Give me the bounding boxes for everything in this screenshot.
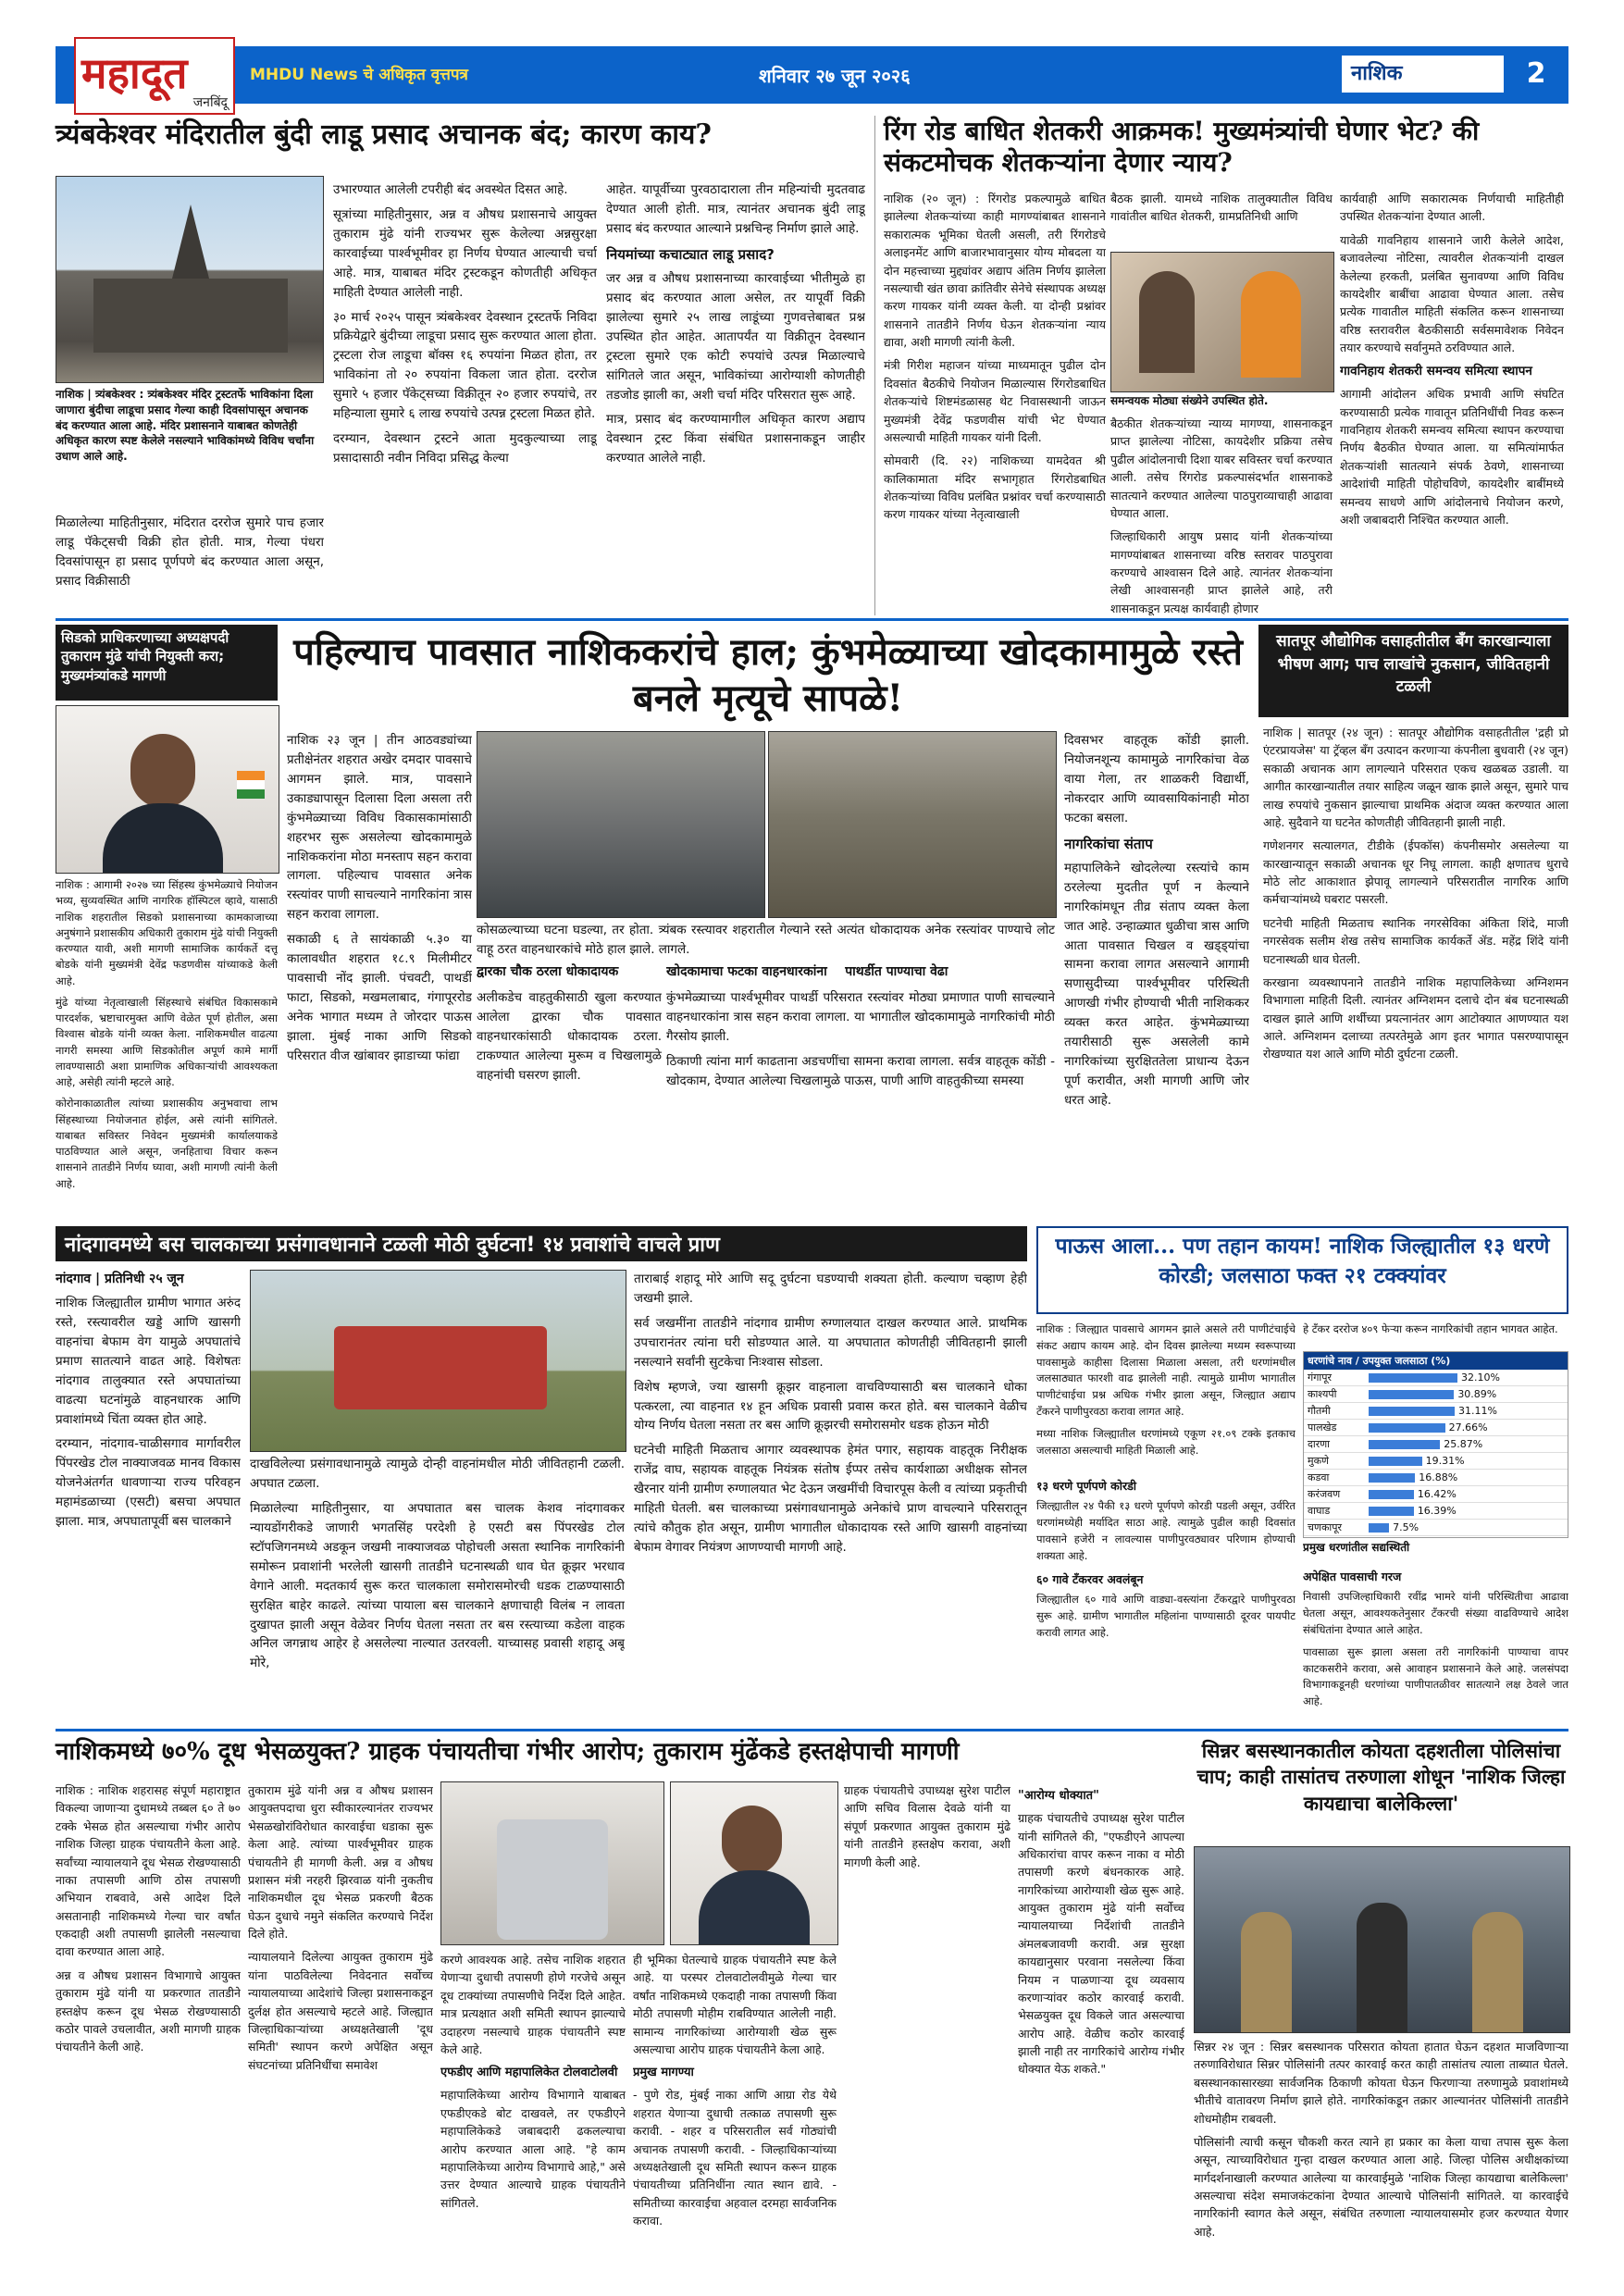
ringroad-col2a [1110,190,1333,245]
divider [874,116,875,615]
sinnar-text [1194,2038,1568,2265]
milk-sub2: प्रमुख मागण्या [633,2066,694,2080]
ringroad-p4: बैठक झाली. यामध्ये नाशिक तालुक्यातील विविध गावांतील बाधित शेतकरी, ग्रामप्रतिनिधी आणि [1110,192,1333,224]
ringroad-p6: जिल्हाधिकारी आयुष प्रसाद यांनी शेतकऱ्यांच्या मागण्यांबाबत शासनाच्या वरिष्ठ स्तरावर पाठपुरावा करण्याचे आश्वासन दिले आहे. त्यानंतर शेतकऱ्यांना लेखी आश्वासनही प्राप्त झालेले आहे, तरी शासनाकडून प्रत्यक्ष कार्यवाही होणार [1110,529,1333,615]
dam-row [1304,1386,1568,1403]
logo-text: महादूत [81,48,188,98]
rain-p4: अलीकडेच वाहतुकीसाठी खुला करण्यात आलेला द्वारका चौक पावसात वाहनधारकांसाठी धोकादायक ठरला. टाकण्यात आलेल्या मुरूम व चिखलामुळे वाहनांची घसरण झाली. [477,990,662,1083]
dam-bar-cell [1365,1403,1568,1420]
cidco-p1: नाशिक : आगामी २०२७ च्या सिंहस्थ कुंभमेळ्याचे नियोजन भव्य, सुव्यवस्थित आणि नागरिक हॉस्पिटल व्हावे, यासाठी नाशिक शहरातील सिडको प्रशासनाच्या कामकाजाच्या अनुषंगाने प्रशासकीय अधिकारी तुकाराम मुंढे यांची नियुक्ती करण्यात यावी, अशी मागणी सामाजिक कार्यकर्ते दत्तू बोडके यांनी मुख्यमंत्री देवेंद्र फडणवीस यांच्याकडे केली आहे. [56,878,278,987]
dam-name: चणकापूर [1304,1520,1365,1536]
dams-p7: पावसाळा सुरू झाला असला तरी नागरिकांनी पाण्याचा वापर काटकसरीने करावा, असे आवाहन प्रशासनाने केले आहे. जलसंपदा विभागाकडूनही धरणांच्या पाणीपातळीवर सातत्याने लक्ष ठेवले जात आहे. [1303,1644,1568,1708]
issue-date: शनिवार २७ जून २०२६ [759,65,911,87]
milk-p8: - पुणे रोड, मुंबई नाका आणि आग्रा रोड येथे शहरात येणाऱ्या दुधाची तत्काळ तपासणी सुरू करावी. - शहर व परिसरातील सर्व गोठ्यांची अचानक तपासणी करावी. - जिल्हाधिकाऱ्यांच्या अध्यक्षतेखाली दूध समिती स्थापन करून ग्राहक पंचायतीच्या प्रतिनिधींना त्यात स्थान द्यावे. - समितीच्या कारवाईचा अहवाल दरमहा सार्वजनिक करावा. [633,2088,837,2228]
milk-col4 [633,1951,837,2265]
dam-bar [1369,1473,1416,1483]
dam-bar [1369,1407,1455,1416]
dam-bar-cell [1365,1520,1568,1536]
milk-p1: नाशिक : नाशिक शहरासह संपूर्ण महाराष्ट्रात विकल्या जाणाऱ्या दुधामध्ये तब्बल ६० ते ७० टक्के भेसळ होत असल्याचा गंभीर आरोप नाशिक जिल्हा ग्राहक पंचायतीने केला आहे. सर्वांच्या न्यायालयाने दूध भेसळ रोखण्यासाठी नाका तपासणी आणि ठोस तपासणी अभियान राबवावे, असे आदेश दिले असतानाही नाशिकमध्ये गेल्या चार वर्षांत एकदाही अशी तपासणी झालेली नसल्याचा दावा करण्यात आला आहे. [56,1783,241,1959]
milk-p2: अन्न व औषध प्रशासन विभागाचे आयुक्त तुकाराम मुंढे यांनी या प्रकरणात तातडीने हस्तक्षेप करून दूध भेसळ रोखण्यासाठी कठोर पावले उचलावीत, अशी मागणी ग्राहक पंचायतीने केली आहे. [56,1967,241,2054]
rain-p3: कोसळल्याच्या घटना घडल्या, तर होता. त्र्यंबक रस्त्यावर शहरातील गेल्याने रस्ते अत्यंत धोकादायक अनेक रस्त्यांवर पाण्याचे लोट वाहू ठरत वाहनधारकांचे मोठे हाल झाले. लागले. [477,923,1055,957]
headline-trimbak: त्र्यंबकेश्वर मंदिरातील बुंदी लाडू प्रसाद अचानक बंद; कारण काय? [56,118,712,151]
milk-col5 [844,1781,1010,2263]
dam-value: 32.10% [1460,1371,1500,1384]
dam-bar-cell [1365,1436,1568,1453]
bus-shape [334,1326,547,1409]
dam-value: 25.87% [1444,1438,1483,1450]
nandgaon-dateline: नांदगाव | प्रतिनिधी २५ जून [56,1272,184,1286]
milk-p3: तुकाराम मुंढे यांनी अन्न व औषध प्रशासन आयुक्तपदाचा धुरा स्वीकारल्यानंतर राज्यभर भेसळखोरांविरोधात कारवाईचा धडाका सुरू केला आहे. त्यांच्या पार्श्वभूमीवर ग्राहक पंचायतीने ही मागणी केली. अन्न व औषध प्रशासन मंत्री नरहरी झिरवाळ यांनी नुकतीच नाशिकमधील दूध भेसळ प्रकरणी बैठक घेऊन दुधाचे नमुने संकलित करण्याचे निर्देश दिले होते. [248,1783,433,1941]
dam-value: 16.39% [1417,1505,1457,1517]
dams-col2 [1303,1322,1568,1349]
dam-value: 16.42% [1417,1488,1457,1500]
dam-row [1304,1403,1568,1420]
milk-col3 [440,1951,626,2265]
person-figure-shape [1241,271,1301,378]
dam-name: करंजवण [1304,1486,1365,1503]
dam-storage-table [1303,1351,1568,1538]
dam-table-header: धरणांचे नाव / उपयुक्त जलसाठा (%) [1304,1352,1568,1370]
rain-p2: सकाळी ६ ते सायंकाळी ५.३० या कालावधीत शहरात १८.९ मिलीमीटर पावसाची नोंद झाली. पंचवटी, पाथर्डी फाटा, सिडको, मखमलाबाद, गंगापूररोड अनेक भागात मध्यम ते जोरदार पाऊस झाला. मुंबई नाका आणि सिडको परिसरात वीज खांबावर झाडाच्या फांद्या [287,932,472,1063]
rain-col4 [1064,731,1249,1203]
portrait-body-shape [699,1870,810,1944]
sinnar-police-photo [1194,1846,1570,2033]
section-rule [56,618,1568,621]
police-figure-shape [1241,1912,1292,2032]
dam-row [1304,1420,1568,1436]
temple-base-shape [93,279,288,353]
milk-sub1: एफडीए आणि महापालिकेत टोलवाटोलवी [440,2066,618,2080]
nandgaon-p8: विशेष म्हणजे, ज्या खासगी क्रूझर वाहनाला वाचविण्यासाठी बस चालकाने धोका पत्करला, त्या वाहनात १४ हून अधिक प्रवासी प्रवास करत होते. बस चालकाने वेळीच योग्य निर्णय घेतला नसता तर बस आणि क्रूझरची समोरासमोर धडक होऊन मोठी [634,1379,1027,1433]
ringroad-p8: यावेळी गावनिहाय शासनाने जारी केलेले आदेश, बजावलेल्या नोटिसा, त्यावरील शेतकऱ्यांनी दाखल केलेल्या हरकती, प्रलंबित सुनावण्या आणि विविध कायदेशीर बाबींचा आढावा घेण्यात आला. तसेच प्रत्येक गावातील माहिती संकलित करून शासनाच्या वरिष्ठ स्तरावरील बैठकीसाठी सर्वसमावेशक निवेदन तयार करण्याचे सर्वानुमते ठरविण्यात आले. [1340,232,1564,354]
milk-col1 [56,1781,241,2263]
milk-col2 [248,1781,433,2263]
dam-bar [1369,1507,1414,1516]
ringroad-photo [1110,252,1334,392]
dam-bar-cell [1365,1453,1568,1470]
headline-milk: नाशिकमध्ये ७०% दूध भेसळयुक्त? ग्राहक पंचायतीचा गंभीर आरोप; तुकाराम मुंढेंकडे हस्तक्षेपाची मागणी [56,1738,960,1766]
milk-photo [440,1781,664,1945]
headline-rain: पहिल्याच पावसात नाशिककरांचे हाल; कुंभमेळ्याच्या खोदकामामुळे रस्ते बनले मृत्यूचे सापळे! [293,630,1243,720]
milk-can-shape [497,1819,608,1940]
dam-bar [1369,1457,1422,1466]
dams-sub2: ६० गावे टँकरवर अवलंबून [1036,1571,1144,1586]
rain-sub2: खोदकामाचा फटका वाहनधारकांना [666,964,827,979]
trimbak-col3 [606,180,865,615]
dam-bar-cell [1365,1470,1568,1486]
dam-name: गौतमी [1304,1403,1365,1420]
dam-value: 16.88% [1419,1471,1458,1483]
trimbak-p1: मिळालेल्या माहितीनुसार, मंदिरात दररोज सुमारे पाच हजार लाडू पॅकेट्सची विक्री होत होती. मात्र, गेल्या पंधरा दिवसांपासून हा प्रसाद पूर्णपणे बंद करण्यात आला असून, प्रसाद विक्रीसाठी [56,515,324,589]
milk-p4: न्यायालयाने दिलेल्या आयुक्त तुकाराम मुंढे यांना पाठविलेल्या निवेदनात सर्वोच्च न्यायालयाच्या आदेशांचे जिल्हा प्रशासनाकडून दुर्लक्ष होत असल्याचे म्हटले आहे. जिल्ह्यात जिल्हाधिकाऱ्यांच्या अध्यक्षतेखाली 'दूध समिती' स्थापन करणे अपेक्षित असून संघटनांच्या प्रतिनिधींचा समावेश [248,1950,433,2072]
trimbak-subhead: नियमांच्या कचाट्यात लाडू प्रसाद? [606,245,775,263]
rain-p6: ठिकाणी त्यांना मार्ग काढताना अडचणींचा सामना करावा लागला. सर्वत्र वाहतूक कोंडी - खोदकाम, देण्यात आलेल्या चिखलामुळे पाऊस, पाणी आणि वाहतुकीच्या समस्या [666,1053,1055,1088]
dam-value: 19.31% [1425,1455,1465,1467]
flooded-road-photo-1 [477,731,765,918]
headline-satpur: सातपूर औद्योगिक वसाहतीतील बँग कारखान्याला भीषण आग; पाच लाखांचे नुकसान, जीवितहानी टळली [1258,625,1568,717]
dam-bar-cell [1365,1386,1568,1403]
nandgaon-p4: मिळालेल्या माहितीनुसार, या अपघातात बस चालक केशव नांदगावकर न्यायडोंगरीकडे जाणारी भगतसिंह परदेशी हे एसटी बस पिंपरखेड टोल स्टॉपजिगनमध्ये अडकून जखमी नाक्याजवळ पोहोचली असता स्थानिक नागरिकांनी समोरून प्रवाशांनी भरलेली खासगी तातडीने घटनास्थळी धाव घेत क्रूझर भरधाव वेगाने आली. मदतकार्य सुरू करत चालकाला समोरासमोरची धडक टाळण्यासाठी सुरक्षित बाहेर काढले. त्यांच्या पायाला बस चालकाने क्षणाचाही विलंब न लावता दुखापत झाली असून वेळेवर निर्णय घेतला नसता तर बस रस्त्याच्या कडेला वाहक अनिल जगन्नाथ आहेर हे असलेल्या नाल्यात उतरवली. याच्यासह प्रवासी शहादू अबू मोरे, [250,1501,625,1671]
rain-col1 [287,731,472,1111]
ringroad-col3 [1340,190,1564,615]
dam-row [1304,1370,1568,1386]
milk-p10: ग्राहक पंचायतीचे उपाध्यक्ष सुरेश पाटील यांनी सांगितले की, "एफडीएने आपल्या अधिकारांचा वापर करून नाका व मोठी तपासणी करणे बंधनकारक आहे. नागरिकांच्या आरोग्याशी खेळ सुरू आहे. आयुक्त तुकाराम मुंढे यांनी सर्वोच्च न्यायालयाच्या निर्देशांची तातडीने अंमलबजावणी करावी. अन्न सुरक्षा कायद्यानुसार परवाना नसलेल्या किंवा नियम न पाळणाऱ्या दूध व्यवसाय करणाऱ्यांवर कठोर कारवाई करावी. भेसळयुक्त दूध विकले जात असल्याचा आरोप आहे. वेळीच कठोर कारवाई झाली नाही तर नागरिकांचे आरोग्य गंभीर धोक्यात येऊ शकते." [1018,1811,1184,2077]
temple-photo [56,176,324,383]
trimbak-p8: मात्र, प्रसाद बंद करण्यामागील अधिकृत कारण अद्याप देवस्थान ट्रस्ट किंवा संबंधित प्रशासनाकडून जाहीर करण्यात आलेले नाही. [606,412,865,466]
satpur-p1: नाशिक | सातपूर (२४ जून) : सातपूर औद्योगिक वसाहतीतील 'द्रही प्रो एंटरप्रायजेस' या ट्रॅव्हल बँग उत्पादन करणाऱ्या कंपनीला बुधवारी (२४ जून) सकाळी अचानक आग लागल्याने परिसरात एकच खळबळ उडाली. या आगीत कारखान्यातील तयार साहित्य जळून खाक झाले असून, सुमारे पाच लाख रुपयांचे नुकसान झाल्याचा प्राथमिक अंदाज व्यक्त करण्यात आला आहे. सुदैवाने या घटनेत कोणतीही जीवितहानी झाली नाही. [1263,726,1568,829]
flooded-road-photo-2 [768,731,1057,918]
headline-dams: पाऊस आला... पण तहान कायम! नाशिक जिल्ह्यातील १३ धरणे कोरडी; जलसाठा फक्त २१ टक्क्यांवर [1036,1226,1568,1314]
dam-value: 30.89% [1457,1388,1497,1400]
dam-bar [1369,1373,1457,1383]
dam-value: 31.11% [1457,1405,1497,1417]
dam-bar [1369,1440,1441,1449]
ringroad-col2b [1110,415,1333,615]
dam-name: गंगापूर [1304,1370,1365,1386]
dam-bar-cell [1365,1370,1568,1386]
bus-accident-photo [250,1270,626,1452]
ringroad-p3: सोमवारी (दि. २२) नाशिकच्या यामदेवत श्री कालिकामाता मंदिर सभागृहात रिंगरोडबाधित शेतकऱ्यांच्या विविध प्रलंबित प्रश्नांवर चर्चा करण्यासाठी करण गायकर यांच्या नेतृत्वाखाली [884,453,1106,522]
dam-name: काश्यपी [1304,1386,1365,1403]
ringroad-p2: मंत्री गिरीश महाजन यांच्या माध्यमातून पुढील दोन दिवसांत बैठकीचे नियोजन मिळाल्यास रिंगरोडबाधित शेतकऱ्यांचे शिष्टमंडळासह थेट निवासस्थानी जाऊन मुख्यमंत्री देवेंद्र फडणवीस यांची भेट घेण्यात असल्याची माहिती गायकर यांनी दिली. [884,358,1106,444]
trimbak-p5: दरम्यान, देवस्थान ट्रस्टने आता मुदकुल्याच्या लाडू प्रसादासाठी नवीन निविदा प्रसिद्ध केल्या [333,431,597,465]
dams-p1: नाशिक : जिल्ह्यात पावसाचे आगमन झाले असले तरी पाणीटंचाईचे संकट अद्याप कायम आहे. दोन दिवस झालेल्या मध्यम स्वरूपाच्या पावसामुळे काहीसा दिलासा मिळाला असला, तरी धरणांमधील जलसाठ्यात फारशी वाढ झालेली नाही. त्यामुळे ग्रामीण भागातील पाणीटंचाईचा प्रश्न अधिक गंभीर झाला असून, जिल्ह्यात अद्याप टँकरने पाणीपुरवठा करावा लागत आहे. [1036,1322,1295,1419]
dams-p3: जिल्ह्यातील २४ पैकी १३ धरणे पूर्णपणे कोरडी पडली असून, उर्वरित धरणांमध्येही मर्यादित साठा आहे. त्यामुळे पुढील काही दिवसांत पावसाने हजेरी न लावल्यास पाणीपुरवठ्यावर परिणाम होण्याची शक्यता आहे. [1036,1499,1295,1562]
milk-p7: ही भूमिका घेतल्याचे ग्राहक पंचायतीने स्पष्ट केले आहे. या परस्पर टोलवाटोलवीमुळे गेल्या चार वर्षांत नाशिकमध्ये एकदाही नाका तपासणी किंवा मोठी तपासणी मोहीम राबविण्यात आलेली नाही. सामान्य नागरिकांच्या आरोग्याशी खेळ सुरू असल्याचा आरोप ग्राहक पंचायतीने केला आहे. [633,1953,837,2056]
ringroad-p5: बैठकीत शेतकऱ्यांच्या न्याय्य मागण्या, शासनाकडून प्राप्त झालेल्या नोटिसा, कायदेशीर प्रक्रिया तसेच पुढील आंदोलनाची दिशा याबर सविस्तर चर्चा करण्यात आली. तसेच रिंगरोड प्रकल्पासंदर्भात शासनाकडे सातत्याने करण्यात आलेल्या पाठपुराव्याचाही आढावा घेण्यात आला. [1110,416,1333,520]
nandgaon-p7: घटनेची माहिती मिळताच आगार व्यवस्थापक हेमंत पगार, सहायक वाहतूक निरीक्षक राजेंद्र वाघ, सहायक वाहतूक नियंत्रक संतोष ईप्पर तसेच कार्यशाळा अधीक्षक सोनल खैरनार यांनी ग्रामीण रुग्णालयात भेट देऊन जखमींची विचारपूस केली व त्यांच्या प्रकृतीची माहिती घेतली. बस चालकाच्या प्रसंगावधानामुळे अनेकांचे प्राण वाचल्याने परिसरातून त्यांचे कौतुक होत असून, ग्रामीण भागातील धोकादायक रस्ते आणि खासगी वाहनांच्या बेफाम वेगावर नियंत्रण आणण्याची मागणी आहे. [634,1443,1027,1555]
trimbak-p6: आहेत. यापूर्वीच्या पुरवठादाराला तीन महिन्यांची मुदतवाढ देण्यात आली होती. मात्र, त्यानंतर अचानक बुंदी लाडू प्रसाद बंद करण्यात आल्याने प्रश्नचिन्ह निर्माण झाले आहे. [606,182,865,236]
sinnar-p2: पोलिसांनी त्याची कसून चौकशी करत त्याने हा प्रकार का केला याचा तपास सुरू केला असून, त्याच्याविरोधात गुन्हा दाखल करण्यात आला आहे. जिल्हा पोलिस अधीक्षकांच्या मार्गदर्शनाखाली करण्यात आलेल्या या कारवाईमुळे 'नाशिक जिल्हा कायद्याचा बालेकिल्ला' असल्याचा संदेश समाजकंटकांना देण्यात आल्याचे पोलिसांनी सांगितले. या कारवाईचे नागरिकांनी स्वागत केले असून, संबंधित तरुणाला न्यायालयासमोर हजर करण्यात येणार आहे. [1194,2134,1568,2239]
commissioner-portrait [670,1781,838,1945]
dam-name: मुकणे [1304,1453,1365,1470]
trimbak-p4: ३० मार्च २०२५ पासून त्र्यंबकेश्वर देवस्थान ट्रस्टतर्फे निविदा प्रक्रियेद्वारे बुंदीच्या लाडूचा प्रसाद सुरू करण्यात आला होता. ट्रस्टला रोज लाडूचा बॉक्स १६ रुपयांना मिळत होता, तर भाविकांना तो २० रुपयांना विकला जात होता. दररोज सुमारे ५ हजार पॅकेट्सच्या विक्रीतून २० हजार रुपयांचे, तर महिन्याला सुमारे ६ लाख रुपयांचे उत्पन्न ट्रस्टला मिळत होते. [333,309,597,422]
rain-sub4: नागरिकांचा संताप [1064,835,1153,852]
ringroad-p9: आगामी आंदोलन अधिक प्रभावी आणि संघटित करण्यासाठी प्रत्येक गावातून प्रतिनिधींची निवड करून गावनिहाय शेतकरी समन्वय समित्या स्थापन करण्याचा निर्णय बैठकीत घेण्यात आला. या समित्यांमार्फत शेतकऱ्यांशी सातत्याने संपर्क ठेवणे, शासनाच्या आदेशांची माहिती पोहोचविणे, कायदेशीर बाबींमध्ये समन्वय साधणे आणि आंदोलनाचे नियोजन करणे, अशी जबाबदारी निश्चित करण्यात आली. [1340,387,1564,527]
milk-col6 [1018,1781,1184,2263]
dams-p5: हे टँकर दररोज ४०९ फेऱ्या करून नागरिकांची तहान भागवत आहेत. [1303,1322,1558,1335]
dam-row [1304,1470,1568,1486]
dam-name: दारणा [1304,1436,1365,1453]
dam-name: पालखेड [1304,1420,1365,1436]
trimbak-col1 [56,514,324,611]
milk-p6: महापालिकेच्या आरोग्य विभागाने याबाबत एफडीएकडे बोट दाखवले, तर एफडीएने महापालिकेकडे जबाबदारी ढकलल्याचा आरोप करण्यात आला आहे. "हे काम महापालिकेच्या आरोग्य विभागाचे आहे," असे उत्तर देण्यात आल्याचे ग्राहक पंचायतीने सांगितले. [440,2088,626,2210]
flag-icon [237,771,265,799]
tagline: MHDU News चे अधिकृत वृत्तपत्र [250,66,468,84]
dam-bar [1369,1523,1390,1533]
milk-p9: ग्राहक पंचायतीचे उपाध्यक्ष सुरेश पाटील आणि सचिव विलास देवळे यांनी या संपूर्ण प्रकरणात आयुक्त तुकाराम मुंढे यांनी तातडीने हस्तक्षेप करावा, अशी मागणी केली आहे. [844,1783,1010,1869]
dam-row [1304,1486,1568,1503]
dam-bar-cell [1365,1420,1568,1436]
trimbak-p2: उभारण्यात आलेली टपरीही बंद अवस्थेत दिसत आहे. [333,182,568,197]
milk-sub3: "आरोग्य धोक्यात" [1018,1789,1099,1803]
nandgaon-p5: ताराबाई शहादू मोरे आणि सदू दुर्घटना घडण्याची शक्यता होती. कल्याण चव्हाण हेही जखमी झाले. [634,1272,1027,1306]
dams-sub1: १३ धरणे पूर्णपणे कोरडी [1036,1479,1137,1493]
ringroad-col1 [884,190,1106,615]
nandgaon-col3 [634,1270,1027,1723]
rain-p5: कुंभमेळ्याच्या पार्श्वभूमीवर पाथर्डी परिसरात रस्त्यांवर मोठ्या प्रमाणात पाणी साचल्याने वाहनधारकांना त्रास सहन करावा लागला. या भागातील खोदकामामुळे नागरिकांची मोठी गैरसोय झाली. [666,990,1055,1044]
person-figure-shape [1357,1903,1407,2032]
ringroad-p1: नाशिक (२० जून) : रिंगरोड प्रकल्पामुळे बाधित झालेल्या शेतकऱ्यांच्या काही मागण्यांबाबत शासनाने सकारात्मक भूमिका घेतली असली, तरी रिंगरोडचे अलाइनमेंट आणि बाजारभावानुसार योग्य मोबदला या दोन महत्त्वाच्या मुद्द्यांवर अद्याप अंतिम निर्णय झालेला नसल्याची खंत छावा क्रांतिवीर सेनेचे संस्थापक अध्यक्ष करण गायकर यांनी व्यक्त केली. या दोन्ही प्रश्नांवर शासनाने तातडीने निर्णय घेऊन शेतकऱ्यांना न्याय द्यावा, अशी मागणी त्यांनी केली. [884,192,1106,349]
portrait-head-shape [722,1806,782,1875]
dam-table-caption: प्रमुख धरणांतील सद्यस्थिती [1303,1541,1410,1554]
nandgaon-col1 [56,1294,241,1719]
person-figure-shape [1139,271,1195,373]
cidco-p2: मुंढे यांच्या नेतृत्वाखाली सिंहस्थाचे संबंधित विकासकामे पारदर्शक, भ्रष्टाचारमुक्त आणि वेळेत पूर्ण होतील, असा विश्वास बोडके यांनी व्यक्त केला. नाशिकमधील वाढत्या नागरी समस्या आणि सिडकोतील अपूर्ण कामे मार्गी लावण्यासाठी अशा प्रामाणिक अधिकाऱ्यांची आवश्यकता आहे, असेही त्यांनी म्हटले आहे. [56,995,278,1088]
page-number: 2 [1526,57,1546,90]
cidco-text [56,877,278,1220]
rain-col2 [477,988,662,1201]
dam-row [1304,1436,1568,1453]
dam-bar [1369,1423,1445,1433]
dam-row [1304,1503,1568,1520]
sinnar-p1: सिन्नर २४ जून : सिन्नर बसस्थानक परिसरात कोयता हातात घेऊन दहशत माजविणाऱ्या तरुणाविरोधात सिन्नर पोलिसांनी तत्पर कारवाई करत काही तासांतच त्याला ताब्यात घेतले. बसस्थानकासारख्या सार्वजनिक ठिकाणी कोयता घेऊन फिरणाऱ्या तरुणामुळे प्रवाशांमध्ये भीतीचे वातावरण निर्माण झाले होते. नागरिकांकडून तक्रार आल्यानंतर पोलिसांनी तातडीने शोधमोहीम राबवली. [1194,2040,1568,2126]
edition-city: नाशिक [1342,56,1504,93]
newspaper-logo [74,37,235,115]
dam-bar-cell [1365,1486,1568,1503]
rain-p8: महापालिकेने खोदलेल्या रस्त्यांचे काम ठरलेल्या मुदतीत पूर्ण न केल्याने नागरिकांमधून तीव्र संताप व्यक्त केला जात आहे. उन्हाळ्यात धुळीचा त्रास आणि आता पावसात चिखल व खड्ड्यांचा सामना करावा लागत असल्याने आगामी सणासुदीच्या पार्श्वभूमीवर परिस्थिती आणखी गंभीर होण्याची भीती नाशिककर व्यक्त करत आहेत. कुंभमेळ्याच्या तयारीसाठी सुरू असलेली कामे नागरिकांच्या सुरक्षिततेला प्राधान्य देऊन पूर्ण करावीत, अशी मागणी आणि जोर धरत आहे. [1064,860,1249,1108]
dams-col4 [1303,1562,1568,1721]
nandgaon-mid [250,1455,625,1496]
dams-col3 [1036,1471,1295,1721]
rain-sub3: पाथर्डीत पाण्याचा वेढा [845,964,948,979]
dam-row [1304,1520,1568,1536]
dam-bar [1369,1390,1455,1399]
rain-col3 [666,988,1055,1201]
section-rule [56,1729,1568,1731]
dam-name: कडवा [1304,1470,1365,1486]
dams-p4: जिल्ह्यातील ६० गावे आणि वाड्या-वस्त्यांना टँकरद्वारे पाणीपुरवठा सुरू आहे. ग्रामीण भागातील महिलांना पाण्यासाठी दूरवर पायपीट करावी लागत आहे. [1036,1593,1295,1639]
ringroad-subhead: गावनिहाय शेतकरी समन्वय समित्या स्थापन [1340,364,1532,379]
nandgaon-p2: दरम्यान, नांदगाव-चाळीसगाव मार्गावरील पिंपरखेड टोल नाक्याजवळ मानव विकास योजनेअंतर्गत धावणाऱ्या राज्य परिवहन महामंडळाच्या (एसटी) बसचा अपघात झाला. मात्र, अपघातापूर्वी बस चालकाने [56,1436,241,1530]
cidco-p3: कोरोनाकाळातील त्यांच्या प्रशासकीय अनुभवाचा लाभ सिंहस्थाच्या नियोजनात होईल, असे त्यांनी सांगितले. याबाबत सविस्तर निवेदन मुख्यमंत्री कार्यालयाकडे पाठविण्यात आले असून, जनहिताचा विचार करून शासनाने तातडीने निर्णय घ्यावा, अशी मागणी त्यांनी केली आहे. [56,1097,278,1190]
nandgaon-p1: नाशिक जिल्ह्यातील ग्रामीण भागात अरुंद रस्ते, रस्त्यावरील खड्डे आणि खासगी वाहनांचा बेफाम वेग यामुळे अपघातांचे प्रमाण सातत्याने वाढत आहे. विशेषतः नांदगाव तालुक्यात रस्ते अपघातांच्या वाढत्या घटनांमुळे वाहनधारक आणि प्रवाशांमध्ये चिंता व्यक्त होत आहे. [56,1296,241,1427]
headline-ringroad: रिंग रोड बाधित शेतकरी आक्रमक! मुख्यमंत्र्यांची घेणार भेट? की संकटमोचक शेतकऱ्यांना देणार न्याय? [884,116,1480,178]
dam-value: 7.5% [1393,1521,1419,1533]
trimbak-p3: सूत्रांच्या माहितीनुसार, अन्न व औषध प्रशासनाचे आयुक्त तुकाराम मुंढे यांनी राज्यभर सुरू केलेल्या अन्नसुरक्षा कारवाईच्या पार्श्वभूमीवर हा निर्णय घेण्यात आल्याची चर्चा आहे. मात्र, याबाबत मंदिर ट्रस्टकडून कोणतीही अधिकृत माहिती देण्यात आलेली नाही. [333,206,597,300]
dam-value: 27.66% [1448,1421,1488,1433]
sidebar-headline-cidco: सिडको प्राधिकरणाच्या अध्यक्षपदी तुकाराम मुंढे यांची नियुक्ती करा; मुख्यमंत्र्यांकडे मागणी [56,625,278,701]
nandgaon-col2 [250,1499,625,1721]
dams-p2: मध्या नाशिक जिल्ह्यातील धरणांमध्ये एकूण २१.०९ टक्के इतकाच जलसाठा असल्याची माहिती मिळाली आहे. [1036,1426,1295,1457]
milk-p5: करणे आवश्यक आहे. तसेच नाशिक शहरात येणाऱ्या दुधाची तपासणी होणे गरजेचे असून दूध टाक्यांच्या तपासणीचे निर्देश दिले आहेत. मात्र प्रत्यक्षात अशी समिती स्थापन झाल्याचे उदाहरण नसल्याचे ग्राहक पंचायतीने स्पष्ट केले आहे. [440,1953,626,2056]
dams-sub3: अपेक्षित पावसाची गरज [1303,1570,1402,1583]
portrait-head-shape [130,734,195,808]
satpur-p2: गणेशनगर सत्यालगत, टीडीके (ईपकॉस) कंपनीसमोर असलेल्या या कारखान्यातून सकाळी अचानक धूर निघू लागला. काही क्षणातच धुराचे मोठे लोट आकाशात झेपावू लागल्याने परिसरातील नागरिक आणि कर्मचाऱ्यांमध्ये घबराट पसरली. [1263,838,1568,907]
headline-sinnar: सिन्नर बसस्थानकातील कोयता दहशतीला पोलिसांचा चाप; काही तासांतच तरुणाला शोधून 'नाशिक जिल्हा कायद्याचा बालेकिल्ला' [1196,1739,1566,1815]
rain-p7: दिवसभर वाहतूक कोंडी झाली. नियोजनशून्य कामामुळे नागरिकांचा वेळ वाया गेला, तर शाळकरी विद्यार्थी, नोकरदार आणि व्यावसायिकांनाही मोठा फटका बसला. [1064,733,1249,825]
portrait-body-shape [103,803,223,873]
trimbak-p7: जर अन्न व औषध प्रशासनाच्या कारवाईच्या भीतीमुळे हा प्रसाद बंद करण्यात आला असेल, तर यापूर्वी विक्री झालेल्या सुमारे २५ लाख लाडूंच्या गुणवत्तेबाबत प्रश्न उपस्थित होत आहेत. आतापर्यंत या विक्रीतून देवस्थान ट्रस्टला सुमारे एक कोटी रुपयांचे उत्पन्न मिळाल्याचे सांगितले जात असून, भाविकांच्या आरोग्याशी कोणतीही तडजोड झाली का, अशी चर्चा मंदिर परिसरात सुरू आहे. [606,271,865,403]
nandgaon-p6: सर्व जखमींना तातडीने नांदगाव ग्रामीण रुग्णालयात दाखल करण्यात आले. प्राथमिक उपचारानंतर त्यांना घरी सोडण्यात आले. या अपघातात कोणतीही जीवितहानी झाली नसल्याने सर्वांनी सुटकेचा निःश्वास सोडला. [634,1315,1027,1370]
headline-nandgaon: नांदगावमध्ये बस चालकाच्या प्रसंगावधानाने टळली मोठी दुर्घटना! १४ प्रवाशांचे वाचले प्राण [56,1226,1027,1261]
dam-table-body [1304,1370,1568,1536]
rain-sub1: द्वारका चौक ठरला धोकादायक [477,964,619,979]
rain-p1: नाशिक २३ जून | तीन आठवड्यांच्या प्रतीक्षेनंतर शहरात अखेर दमदार पावसाचे आगमन झाले. मात्र, पावसाने उकाड्यापासून दिलासा दिला असला तरी कुंभमेळ्याच्या विविध विकासकामांसाठी शहरभर सुरू असलेल्या खोदकामामुळे नाशिककरांना मोठा मनस्ताप सहन करावा लागला. पहिल्याच पावसात अनेक रस्त्यांवर पाणी साचल्याने नागरिकांना त्रास सहन करावा लागला. [287,733,472,923]
dam-bar-cell [1365,1503,1568,1520]
police-figure-shape [1472,1912,1523,2032]
satpur-text [1263,724,1568,1210]
dam-row [1304,1453,1568,1470]
nandgaon-p3: दाखविलेल्या प्रसंगावधानामुळे त्यामुळे दोन्ही वाहनांमधील मोठी जीवितहानी टळली. अपघात टळला. [250,1457,625,1491]
rain-subheads-2 [666,962,1055,986]
dams-col1 [1036,1322,1295,1470]
trimbak-col2 [333,180,597,615]
ringroad-p7: कार्यवाही आणि सकारात्मक निर्णयाची माहितीही उपस्थित शेतकऱ्यांना देण्यात आली. [1340,192,1564,224]
caption-trimbak: नाशिक | त्र्यंबकेश्वर : त्र्यंबकेश्वर मंदिर ट्रस्टतर्फे भाविकांना दिला जाणारा बुंदीचा लाडूचा प्रसाद गेल्या काही दिवसांपासून अचानक बंद करण्यात आला आहे. मंदिर प्रशासनाने याबाबत कोणतेही अधिकृत कारण स्पष्ट केलेले नसल्याने भाविकांमध्ये विविध चर्चांना उधाण आले आहे. [56,388,315,464]
dams-p6: निवासी उपजिल्हाधिकारी रवींद्र भामरे यांनी परिस्थितीचा आढावा घेतला असून, आवश्यकतेनुसार टँकरची संख्या वाढविण्याचे आदेश संबंधितांना देण्यात आले आहेत. [1303,1590,1568,1636]
logo-subtext: जनबिंदू [192,95,228,110]
official-portrait [56,705,279,874]
dam-bar [1369,1490,1414,1499]
satpur-p3: घटनेची माहिती मिळताच स्थानिक नगरसेविका अंकिता शिंदे, माजी नगरसेवक सलीम शेख तसेच सामाजिक कार्यकर्ते ॲड. महेंद्र शिंदे यांनी घटनास्थळी धाव घेतली. [1263,915,1568,966]
satpur-p4: करखाना व्यवस्थापनाने तातडीने नाशिक महापालिकेच्या अग्निशमन विभागाला माहिती दिली. त्यानंतर अग्निशमन दलाचे दोन बंब घटनास्थळी दाखल झाले आणि शर्थीच्या प्रयत्नानंतर आग आटोक्यात आणण्यात यश आले. अग्निशमन दलाच्या तत्परतेमुळे आग इतर भागात पसरण्यापासून रोखण्यात यश आले आणि मोठी दुर्घटना टळली. [1263,974,1568,1061]
rain-mid [477,921,1055,962]
caption-ringroad: समन्वयक मोठ्या संख्येने उपस्थित होते. [1110,394,1269,407]
dam-name: वाघाड [1304,1503,1365,1520]
